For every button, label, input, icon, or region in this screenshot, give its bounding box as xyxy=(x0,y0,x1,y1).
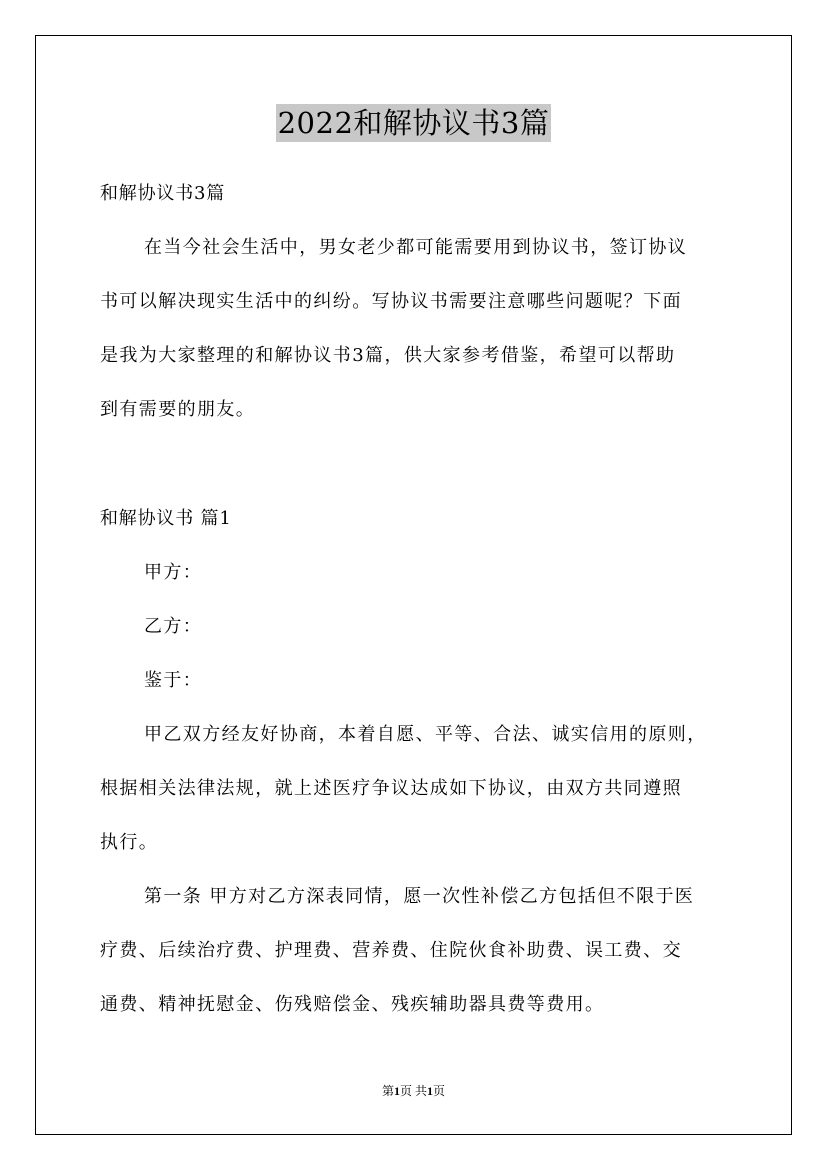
footer-current-page: 1 xyxy=(393,1084,400,1098)
article1-line-2: 疗费、后续治疗费、护理费、营养费、住院伙食补助费、误工费、交 xyxy=(100,940,682,961)
intro-line-3: 是我为大家整理的和解协议书3篇，供大家参考借鉴，希望可以帮助 xyxy=(100,345,676,366)
paragraph1-line-2: 根据相关法律法规，就上述医疗争议达成如下协议，由双方共同遵照 xyxy=(100,778,682,799)
paragraph1-line-1: 甲乙双方经友好协商，本着自愿、平等、合法、诚实信用的原则， xyxy=(144,724,707,745)
intro-line-1: 在当今社会生活中，男女老少都可能需要用到协议书，签订协议 xyxy=(144,237,688,258)
document-title: 2022和解协议书3篇 xyxy=(277,106,550,140)
article1-line-1: 第一条 甲方对乙方深表同情，愿一次性补偿乙方包括但不限于医 xyxy=(144,886,695,907)
intro-line-4: 到有需要的朋友。 xyxy=(100,399,256,420)
whereas-label: 鉴于： xyxy=(144,670,203,691)
intro-line-2: 书可以解决现实生活中的纠纷。写协议书需要注意哪些问题呢？下面 xyxy=(100,291,682,312)
footer-suffix: 页 xyxy=(433,1084,446,1098)
footer-mid: 页 共 xyxy=(399,1084,427,1098)
article1-line-3: 通费、精神抚慰金、伤残赔偿金、残疾辅助器具费等费用。 xyxy=(100,994,605,1015)
footer-total-pages: 1 xyxy=(427,1084,433,1098)
title-container xyxy=(0,104,827,142)
paragraph1-line-3: 执行。 xyxy=(100,832,159,853)
party-a-label: 甲方： xyxy=(144,562,203,583)
page-footer xyxy=(0,1083,827,1099)
party-b-label: 乙方： xyxy=(144,616,203,637)
footer-prefix: 第 xyxy=(381,1084,394,1098)
document-subtitle: 和解协议书3篇 xyxy=(100,183,226,204)
section1-heading: 和解协议书 篇1 xyxy=(100,508,232,529)
